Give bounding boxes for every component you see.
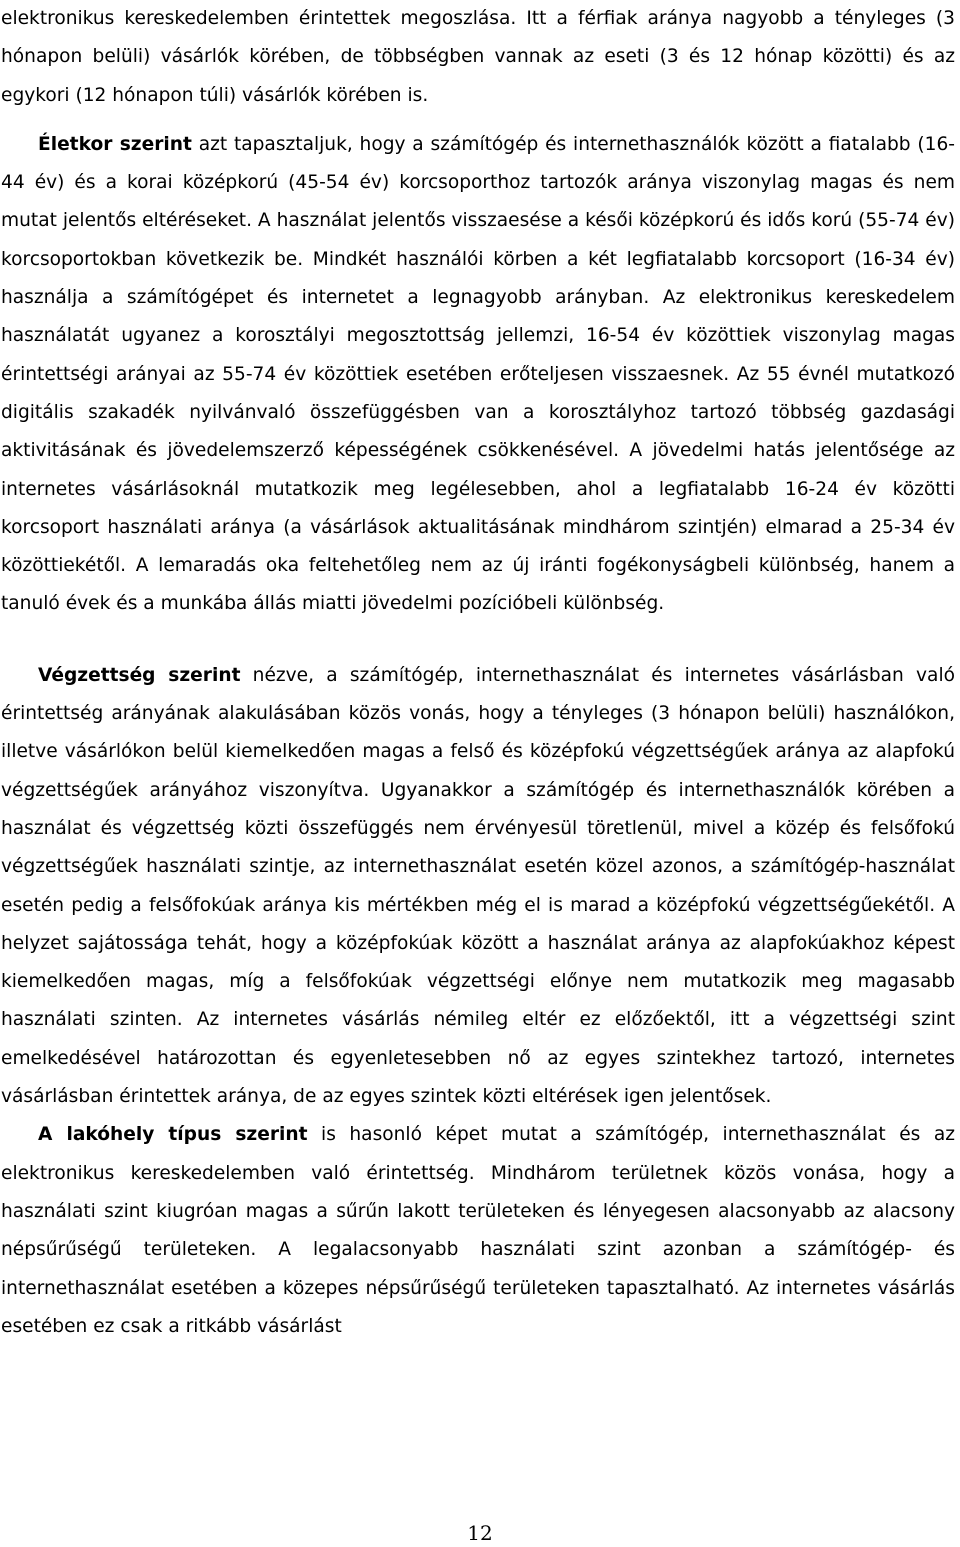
paragraph-lead-bold: A lakóhely típus szerint xyxy=(38,1124,308,1146)
paragraph-spacer xyxy=(1,624,955,657)
paragraph-education xyxy=(1,657,955,1117)
paragraph-spacer xyxy=(1,115,955,126)
paragraph-text: elektronikus kereskedelemben érintettek megoszlása. Itt a férfiak aránya nagyobb a tényleges (3 hónapon belüli) vásárlók körében, de többségben vannak az eseti (3 és 12 hónap közötti) és az egykori (12 hónapon túli) vásárlók körében is. xyxy=(1,8,955,106)
paragraph-age xyxy=(1,126,955,624)
paragraph-text: nézve, a számítógép, internethasználat és internetes vásárlásban való érintettség arányának alakulásában közös vonás, hogy a tényleges (3 hónapon belüli) használókon, illetve vásárlókon belül kiemelkedően magas a felső és középfokú végzettségűek aránya az alapfokú végzettségűek arányához viszonyítva. Ugyanakkor a számítógép és internethasználók körében a használat és végzettség közti összefüggés nem érvényesül töretlenül, mivel a közép és felsőfokú végzettségűek használati szintje, az internethasználat esetén közel azonos, a számítógép-használat esetén pedig a felsőfokúak aránya kis mértékben még el is marad a középfokú végzettségűekétől. A helyzet sajátossága tehát, hogy a középfokúak között a használat aránya az alapfokúakhoz képest kiemelkedően magas, míg a felsőfokúak végzettségi előnye nem mutatkozik meg magasabb használati szinten. Az internetes vásárlás némileg eltér ez előzőektől, itt a végzettségi szint emelkedésével határozottan és egyenletesebben nő az egyes szintekhez tartozó, internetes vásárlásban érintettek aránya, de az egyes szintek közti eltérések igen jelentősek. xyxy=(1,664,955,1108)
paragraph-lead-bold: Életkor szerint xyxy=(38,133,192,155)
paragraph-residence xyxy=(1,1116,955,1346)
page-number: 12 xyxy=(467,1521,493,1545)
paragraph-text: azt tapasztaljuk, hogy a számítógép és internethasználók között a fiatalabb (16-44 év) és a korai középkorú (45-54 év) korcsoporthoz tartozók aránya viszonylag magas és nem mutat jelentős eltéréseket. A használat jelentős visszaesése a késői középkorú és idős korú (55-74 év) korcsoportokban következik be. Mindkét használói körben a két legfiatalabb korcsoport (16-34 év) használja a számítógépet és internetet a legnagyobb arányban. Az elektronikus kereskedelem használatát ugyanez a korosztályi megosztottság jellemzi, 16-54 év közöttiek viszonylag magas érintettségi arányai az 55-74 év közöttiek esetében erőteljesen visszaesnek. Az 55 évnél mutatkozó digitális szakadék nyilvánvaló összefüggésben van a korosztályhoz tartozó többség gazdasági aktivitásának és jövedelemszerző képességének csökkenésével. A jövedelmi hatás jelentősége az internetes vásárlásoknál mutatkozik meg legélesebben, ahol a legfiatalabb 16-24 év közötti korcsoport használati aránya (a vásárlások aktualitásának mindhárom szintjén) elmarad a 25-34 év közöttiekétől. A lemaradás oka feltehetőleg nem az új iránti fogékonyságbeli különbség, hanem a tanuló évek és a munkába állás miatti jövedelmi pozícióbeli különbség. xyxy=(1,133,956,615)
paragraph-gender-continuation xyxy=(1,0,955,115)
paragraph-lead-bold: Végzettség szerint xyxy=(38,664,241,686)
paragraph-text: is hasonló képet mutat a számítógép, internethasználat és az elektronikus kereskedelemben való érintettség. Mindhárom területnek közös vonása, hogy a használati szint kiugróan magas a sűrűn lakott területeken és lényegesen alacsonyabb az alacsony népsűrűségű területeken. A legalacsonyabb használati szint azonban a számítógép- és internethasználat esetében a közepes népsűrűségű területeken tapasztalható. Az internetes vásárlás esetében ez csak a ritkább vásárlást xyxy=(1,1124,955,1337)
